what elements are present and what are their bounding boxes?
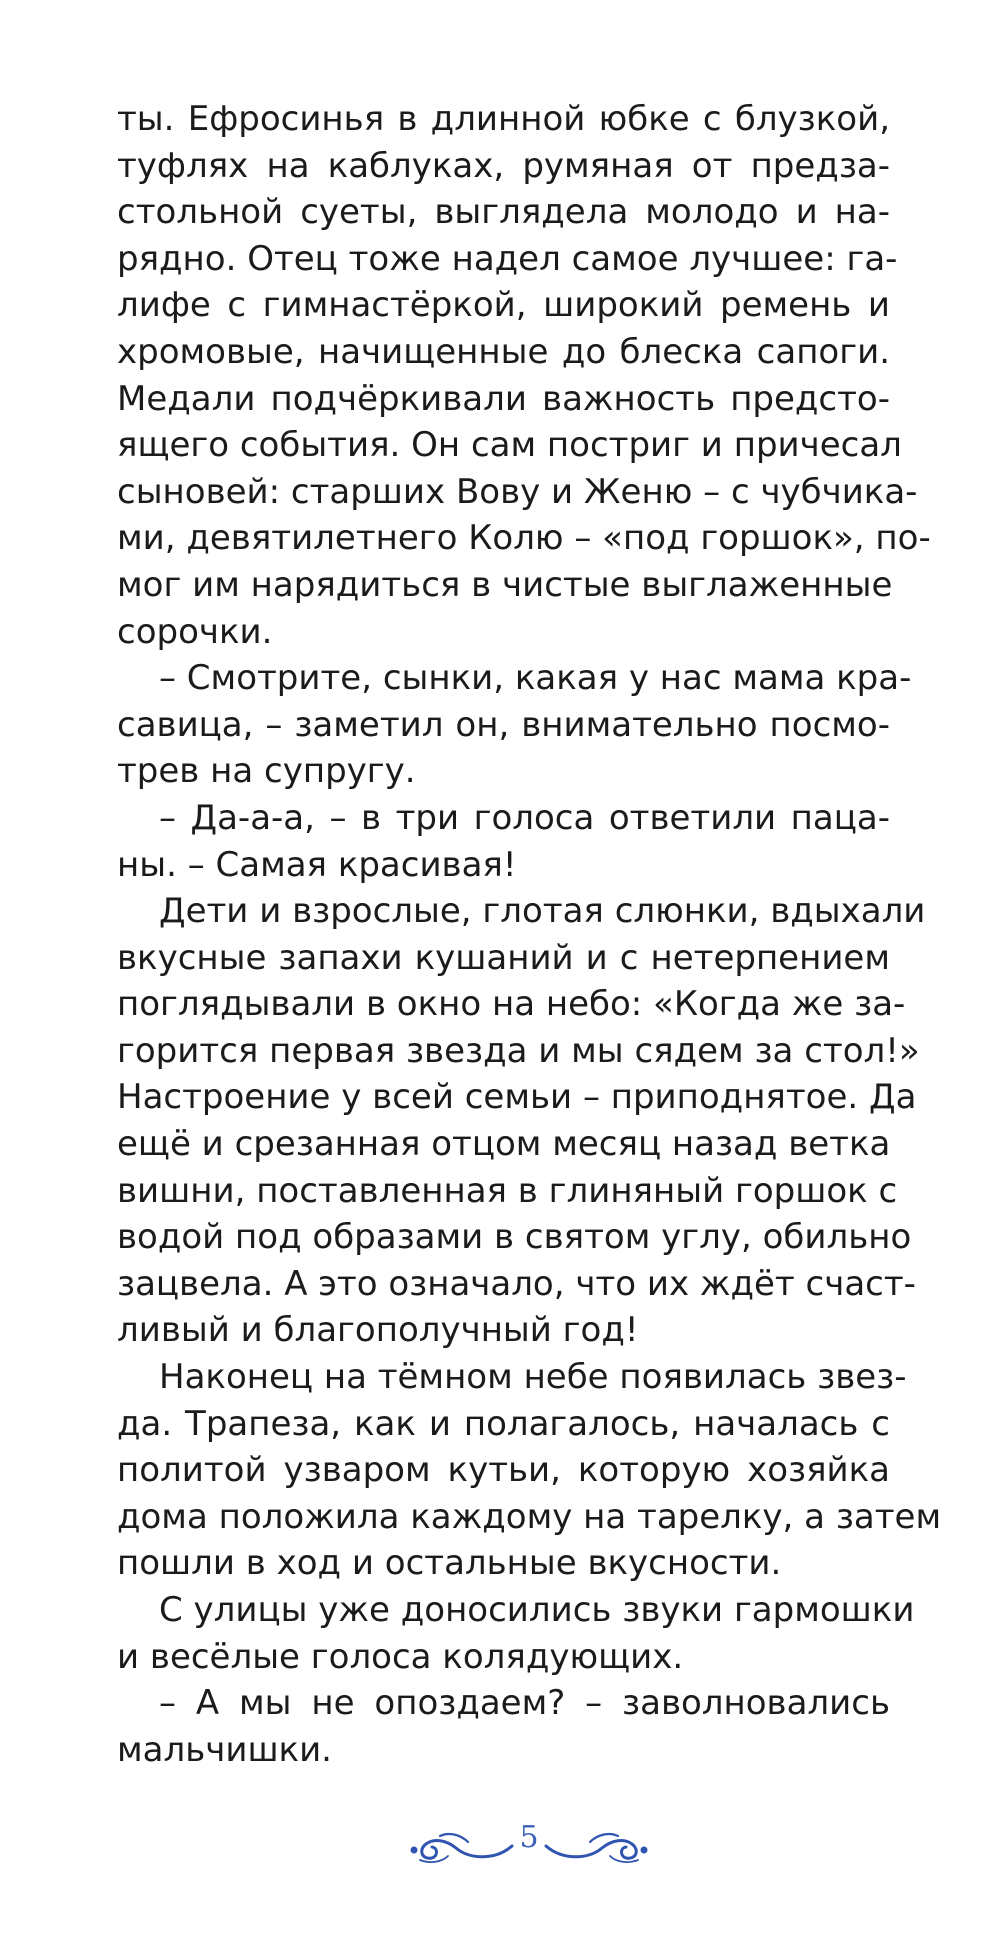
body-text bbox=[117, 96, 942, 1773]
text-line: савица, – заметил он, внимательно посмо- bbox=[117, 704, 890, 745]
text-line: и весёлые голоса колядующих. bbox=[117, 1636, 684, 1677]
text-line: – Смотрите, сынки, какая у нас мама кра- bbox=[159, 658, 912, 699]
text-line: – Да-а-а, – в три голоса ответили паца- bbox=[159, 797, 890, 838]
text-line: трев на супругу. bbox=[117, 751, 416, 792]
page-number: 5 bbox=[519, 1820, 539, 1855]
text-line: туфлях на каблуках, румяная от предза- bbox=[117, 145, 890, 186]
text-line: ны. – Самая красивая! bbox=[117, 844, 517, 885]
text-line: лифе с гимнастёркой, широкий ремень и bbox=[117, 285, 890, 326]
text-line: рядно. Отец тоже надел самое лучшее: га- bbox=[117, 238, 898, 279]
text-line: ливый и благополучный год! bbox=[117, 1310, 639, 1351]
text-line: ещё и срезанная отцом месяц назад ветка bbox=[117, 1124, 891, 1165]
text-line: ящего события. Он сам постриг и причесал bbox=[117, 425, 902, 466]
text-line: – А мы не опоздаем? – заволновались bbox=[159, 1683, 890, 1724]
text-line: горится первая звезда и мы сядем за стол!» bbox=[117, 1030, 920, 1071]
text-line: сыновей: старших Вову и Женю – с чубчика- bbox=[117, 471, 918, 512]
text-line: зацвела. А это означало, что их ждёт счаст- bbox=[117, 1263, 916, 1304]
text-line: Медали подчёркивали важность предсто- bbox=[117, 378, 890, 419]
text-line: пошли в ход и остальные вкусности. bbox=[117, 1543, 782, 1584]
text-line: С улицы уже доносились звуки гармошки bbox=[159, 1590, 915, 1630]
text-line: ты. Ефросинья в длинной юбке с блузкой, bbox=[117, 99, 890, 139]
text-line: вкусные запахи кушаний и с нетерпением bbox=[117, 937, 890, 978]
flourish-right-icon bbox=[542, 1826, 650, 1866]
text-line: да. Трапеза, как и полагалось, началась с bbox=[117, 1403, 890, 1444]
text-line: политой узваром кутьи, которую хозяйка bbox=[117, 1450, 890, 1491]
page-footer bbox=[0, 1818, 1000, 1878]
text-line: Дети и взрослые, глотая слюнки, вдыхали bbox=[159, 891, 926, 932]
text-line: мальчишки. bbox=[117, 1729, 332, 1770]
text-line: мог им нарядиться в чистые выглаженные bbox=[117, 564, 893, 605]
text-line: сорочки. bbox=[117, 611, 273, 652]
text-line: вишни, поставленная в глиняный горшок с bbox=[117, 1170, 898, 1211]
text-line: дома положила каждому на тарелку, а затем bbox=[117, 1496, 942, 1537]
text-line: поглядывали в окно на небо: «Когда же за- bbox=[117, 984, 906, 1025]
text-line: ми, девятилетнего Колю – «под горшок», по- bbox=[117, 518, 931, 559]
text-line: Наконец на тёмном небе появилась звез- bbox=[159, 1357, 907, 1398]
text-line: стольной суеты, выглядела молодо и на- bbox=[117, 192, 890, 233]
text-line: Настроение у всей семьи – приподнятое. Да bbox=[117, 1077, 917, 1118]
text-line: водой под образами в святом углу, обильно bbox=[117, 1217, 912, 1258]
text-line: хромовые, начищенные до блеска сапоги. bbox=[117, 331, 890, 372]
